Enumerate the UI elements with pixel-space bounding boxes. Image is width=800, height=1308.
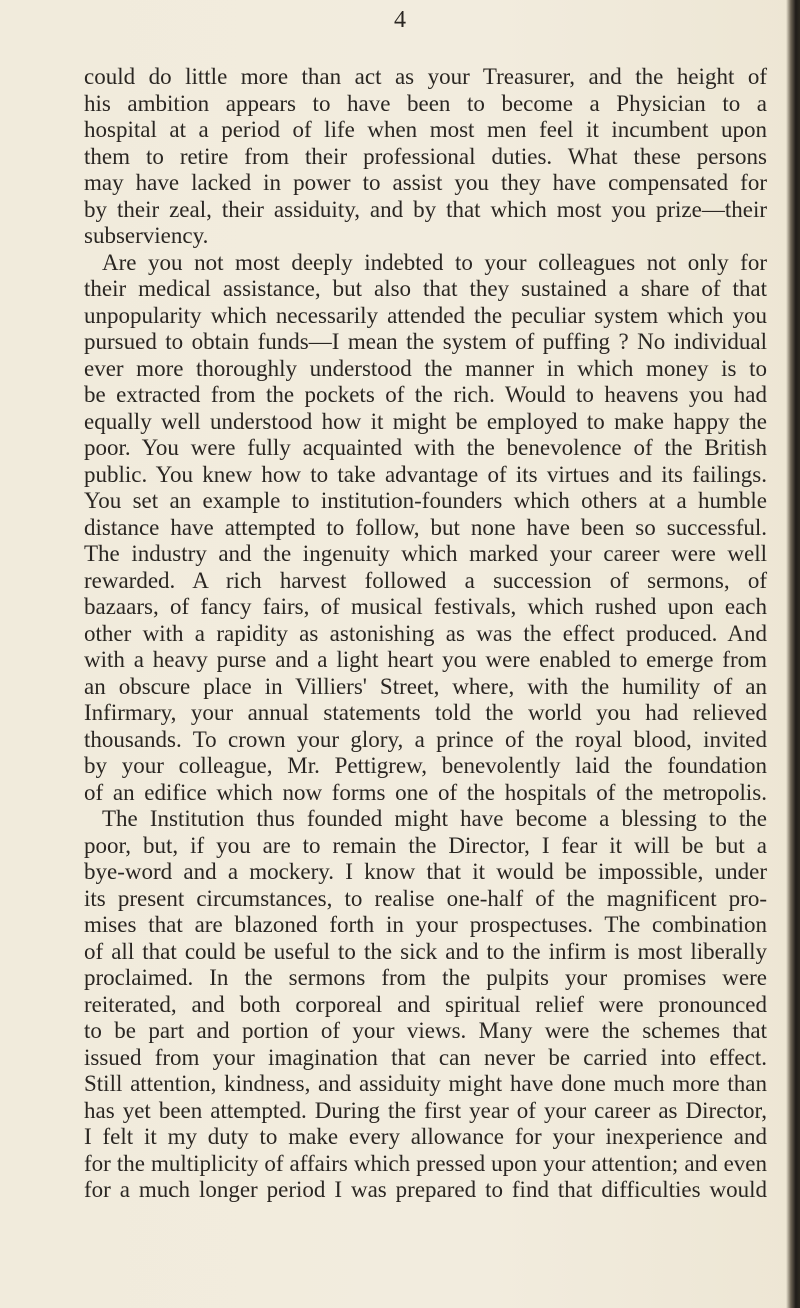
text-line: ever more thoroughly understood the manner in which money is to xyxy=(84,355,767,381)
text-line: by their zeal, their assiduity, and by that which most you prize—their xyxy=(84,196,767,222)
text-line: other with a rapidity as astonishing as was the effect produced. And xyxy=(84,620,767,646)
text-line: of an edifice which now forms one of the hospitals of the metropolis. xyxy=(84,779,767,805)
text-line: The Institution thus founded might have become a blessing to the xyxy=(102,806,767,831)
text-line: Infirmary, your annual statements told the world you had relieved xyxy=(84,700,767,725)
text-line: his ambition appears to have been to become a Physician to a xyxy=(84,90,767,116)
text-line: subserviency. xyxy=(84,223,209,248)
text-line: public. You knew how to take advantage of its virtues and its failings. xyxy=(84,461,767,487)
body-text xyxy=(84,64,767,1204)
text-line: of all that could be useful to the sick and to the infirm is most liberally xyxy=(84,938,767,964)
text-line: The industry and the ingenuity which marked your career were well xyxy=(84,541,767,566)
page-edge-shadow xyxy=(786,0,800,1308)
text-line: I felt it my duty to make every allowance for your inexperience and xyxy=(84,1124,767,1149)
text-line: bye-word and a mockery. I know that it would be impossible, under xyxy=(84,859,767,884)
text-line: Are you not most deeply indebted to your colleagues not only for xyxy=(102,249,767,275)
text-line: reiterated, and both corporeal and spiritual relief were pronounced xyxy=(84,991,767,1017)
text-line: Still attention, kindness, and assiduity might have done much more than xyxy=(84,1071,767,1096)
text-line: pursued to obtain funds—I mean the system of puffing ? No individual xyxy=(84,329,767,354)
text-line: with a heavy purse and a light heart you were enabled to emerge from xyxy=(84,647,767,672)
text-line: issued from your imagination that can never be carried into effect. xyxy=(84,1044,767,1070)
text-line: them to retire from their professional duties. What these persons xyxy=(84,143,767,169)
text-line: rewarded. A rich harvest followed a succession of sermons, of xyxy=(84,567,767,593)
text-line: for a much longer period I was prepared to find that difficulties would xyxy=(84,1177,767,1202)
text-line: has yet been attempted. During the first year of your career as Director, xyxy=(84,1097,767,1123)
text-line: their medical assistance, but also that they sustained a share of that xyxy=(84,276,767,301)
text-line: could do little more than act as your Treasurer, and the height of xyxy=(84,64,767,89)
text-line: be extracted from the pockets of the rich. Would to heavens you had xyxy=(84,382,767,407)
text-line: You set an example to institution-founders which others at a humble xyxy=(84,488,767,513)
text-line: equally well understood how it might be employed to make happy the xyxy=(84,408,767,434)
text-line: bazaars, of fancy fairs, of musical festivals, which rushed upon each xyxy=(84,594,767,619)
text-line: may have lacked in power to assist you they have compensated for xyxy=(84,170,767,195)
text-line: hospital at a period of life when most men feel it incumbent upon xyxy=(84,117,767,142)
text-line: an obscure place in Villiers' Street, where, with the humility of an xyxy=(84,673,767,699)
text-line: its present circumstances, to realise one-half of the magnificent pro- xyxy=(84,885,767,911)
text-line: proclaimed. In the sermons from the pulpits your promises were xyxy=(84,965,767,990)
text-line: for the multiplicity of affairs which pressed upon your attention; and even xyxy=(84,1150,767,1176)
text-line: distance have attempted to follow, but none have been so successful. xyxy=(84,514,767,540)
text-line: by your colleague, Mr. Pettigrew, benevolently laid the foundation xyxy=(84,753,767,778)
text-line: poor, but, if you are to remain the Director, I fear it will be but a xyxy=(84,832,767,858)
text-line: unpopularity which necessarily attended the peculiar system which you xyxy=(84,302,767,328)
text-line: thousands. To crown your glory, a prince of the royal blood, invited xyxy=(84,726,767,752)
page-number: 4 xyxy=(394,7,406,33)
text-line: mises that are blazoned forth in your prospectuses. The combination xyxy=(84,912,767,937)
text-line: to be part and portion of your views. Many were the schemes that xyxy=(84,1018,767,1043)
text-line: poor. You were fully acquainted with the benevolence of the British xyxy=(84,435,767,460)
